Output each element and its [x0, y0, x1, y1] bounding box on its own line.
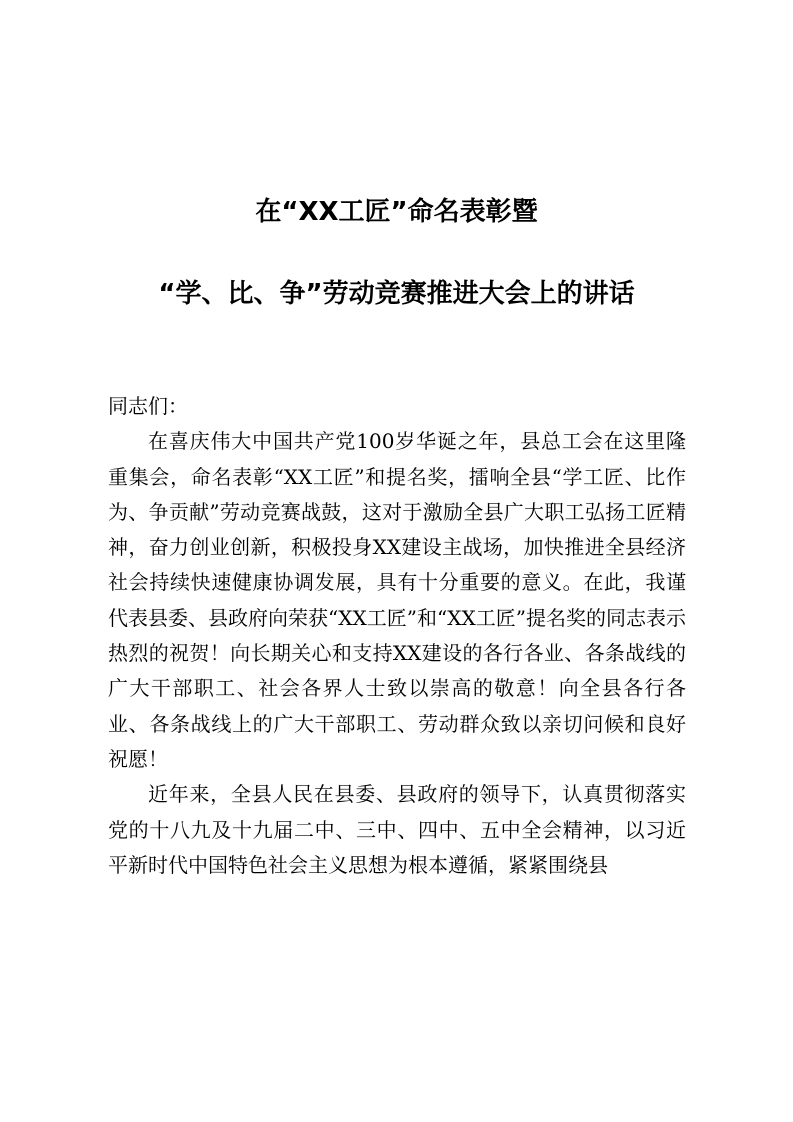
- salutation: 同志们：: [108, 394, 188, 418]
- paragraph-2: 近年来，全县人民在县委、县政府的领导下，认真贯彻落实党的十八九及十九届二中、三中、四中、五中全会精神，以习近平新时代中国特色社会主义思想为根本遵循，紧紧围绕县: [108, 782, 686, 877]
- document-title-line-2: “学、比、争”劳动竞赛推进大会上的讲话: [158, 279, 635, 309]
- document-title-line-1: 在“XX工匠”命名表彰暨: [255, 197, 538, 227]
- document-body: [108, 389, 686, 883]
- paragraph-1: 在喜庆伟大中国共产党100岁华诞之年，县总工会在这里隆重集会，命名表彰“XX工匠”和提名奖，擂响全县“学工匠、比作为、争贡献”劳动竞赛战鼓，这对于激励全县广大职工弘扬工匠精神，奋力创业创新，积极投身XX建设主战场，加快推进全县经济社会持续快速健康协调发展，具有十分重要的意义。在此，我谨代表县委、县政府向荣获“XX工匠”和“XX工匠”提名奖的同志表示热烈的祝贺！向长期关心和支持XX建设的各行各业、各条战线的广大干部职工、社会各界人士致以崇高的敬意！向全县各行各业、各条战线上的广大干部职工、劳动群众致以亲切问候和良好祝愿！: [108, 429, 686, 771]
